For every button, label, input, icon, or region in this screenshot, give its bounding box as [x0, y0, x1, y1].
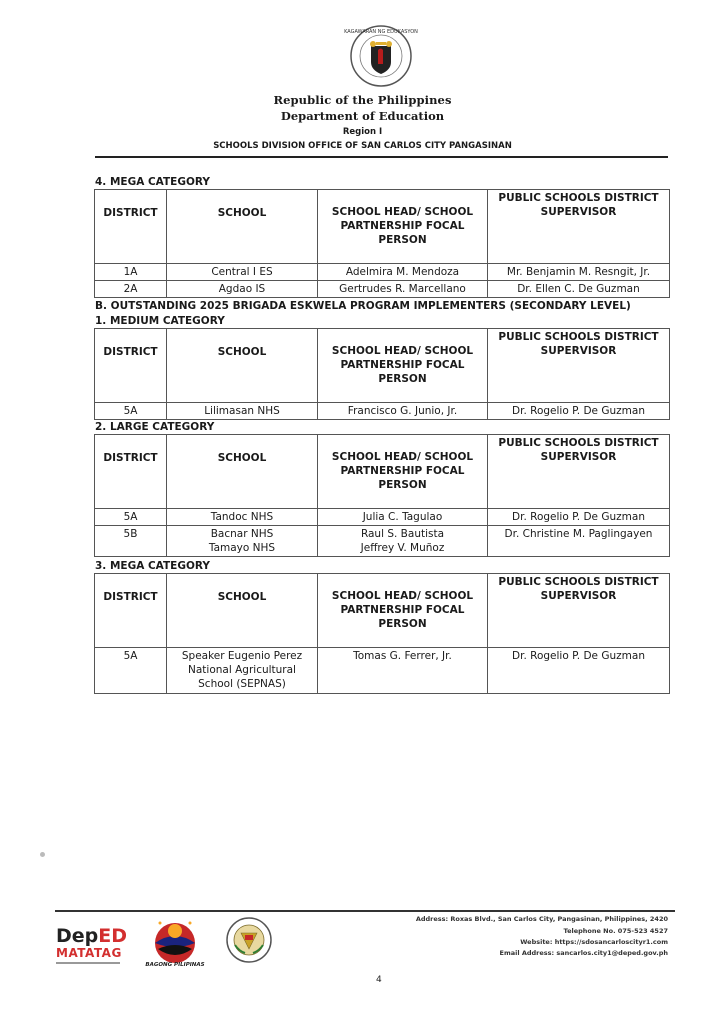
cell-head: Gertrudes R. Marcellano: [318, 281, 488, 298]
deped-matatag-logo: [56, 926, 128, 976]
col-district: DISTRICT: [95, 329, 167, 403]
svg-text:KAGAWARAN NG EDUKASYON: KAGAWARAN NG EDUKASYON: [344, 29, 418, 35]
cell-supervisor: Dr. Rogelio P. De Guzman: [488, 403, 670, 420]
footer-divider: [55, 910, 675, 912]
deped-logo-ed: ED: [98, 925, 128, 947]
col-district: DISTRICT: [95, 574, 167, 648]
awardees-table: [94, 573, 670, 694]
deped-logo-dep: Dep: [56, 925, 99, 947]
region-heading: Region I: [342, 127, 383, 137]
cell-head: Raul S. Bautista Jeffrey V. Muñoz: [318, 526, 488, 557]
department-heading: Department of Education: [280, 109, 445, 123]
sdo-seal-icon: [226, 917, 272, 963]
table-header-row: [95, 329, 670, 403]
col-supervisor: PUBLIC SCHOOLS DISTRICT SUPERVISOR: [488, 574, 670, 648]
office-heading: SCHOOLS DIVISION OFFICE OF SAN CARLOS CITY PANGASINAN: [213, 141, 512, 151]
cell-supervisor: Dr. Ellen C. De Guzman: [488, 281, 670, 298]
republic-heading: Republic of the Philippines: [273, 93, 452, 107]
cell-head: Julia C. Tagulao: [318, 509, 488, 526]
cell-head: Francisco G. Junio, Jr.: [318, 403, 488, 420]
cell-district: 5A: [95, 509, 167, 526]
cell-head: Tomas G. Ferrer, Jr.: [318, 648, 488, 694]
table-row: [95, 509, 670, 526]
cell-supervisor: Dr. Rogelio P. De Guzman: [488, 648, 670, 694]
section-title: 3. MEGA CATEGORY: [95, 560, 210, 572]
col-supervisor: PUBLIC SCHOOLS DISTRICT SUPERVISOR: [488, 190, 670, 264]
matatag-label: MATATAG: [56, 946, 122, 960]
awardees-table: [94, 189, 670, 298]
section-title: 1. MEDIUM CATEGORY: [95, 315, 225, 327]
cell-school: Bacnar NHS Tamayo NHS: [167, 526, 318, 557]
table-row: [95, 403, 670, 420]
section-title: 2. LARGE CATEGORY: [95, 421, 215, 433]
col-head: SCHOOL HEAD/ SCHOOL PARTNERSHIP FOCAL PERSON: [318, 190, 488, 264]
section-title: 4. MEGA CATEGORY: [95, 176, 210, 188]
cell-district: 2A: [95, 281, 167, 298]
col-district: DISTRICT: [95, 190, 167, 264]
col-supervisor: PUBLIC SCHOOLS DISTRICT SUPERVISOR: [488, 435, 670, 509]
logo-underline: [56, 962, 120, 964]
col-head: SCHOOL HEAD/ SCHOOL PARTNERSHIP FOCAL PERSON: [318, 574, 488, 648]
table-row: [95, 264, 670, 281]
bagong-pilipinas-caption: BAGONG PILIPINAS: [145, 962, 205, 968]
bagong-pilipinas-logo-icon: [140, 917, 210, 979]
footer-website[interactable]: Website: https://sdosancarloscityr1.com: [520, 938, 668, 946]
cell-supervisor: Mr. Benjamin M. Resngit, Jr.: [488, 264, 670, 281]
cell-district: 5A: [95, 648, 167, 694]
table-row: [95, 648, 670, 694]
col-head: SCHOOL HEAD/ SCHOOL PARTNERSHIP FOCAL PERSON: [318, 329, 488, 403]
cell-supervisor: Dr. Christine M. Paglingayen: [488, 526, 670, 557]
col-school: SCHOOL: [167, 574, 318, 648]
col-district: DISTRICT: [95, 435, 167, 509]
footer-telephone: Telephone No. 075-523 4527: [563, 927, 668, 935]
col-school: SCHOOL: [167, 190, 318, 264]
col-head: SCHOOL HEAD/ SCHOOL PARTNERSHIP FOCAL PERSON: [318, 435, 488, 509]
table-row: [95, 526, 670, 557]
cell-supervisor: Dr. Rogelio P. De Guzman: [488, 509, 670, 526]
scan-speck: [40, 852, 45, 857]
cell-head: Adelmira M. Mendoza: [318, 264, 488, 281]
col-supervisor: PUBLIC SCHOOLS DISTRICT SUPERVISOR: [488, 329, 670, 403]
cell-district: 5B: [95, 526, 167, 557]
col-school: SCHOOL: [167, 435, 318, 509]
section-b-heading: B. OUTSTANDING 2025 BRIGADA ESKWELA PROGRAM IMPLEMENTERS (SECONDARY LEVEL): [95, 300, 631, 312]
awardees-table: [94, 434, 670, 557]
footer-email[interactable]: Email Address: sancarlos.city1@deped.gov.ph: [499, 949, 668, 957]
table-row: [95, 281, 670, 298]
header-divider: [95, 156, 668, 158]
cell-school: Tandoc NHS: [167, 509, 318, 526]
cell-school: Agdao IS: [167, 281, 318, 298]
table-header-row: [95, 574, 670, 648]
cell-school: Lilimasan NHS: [167, 403, 318, 420]
cell-school: Central I ES: [167, 264, 318, 281]
page-number: 4: [376, 975, 382, 985]
cell-school: Speaker Eugenio Perez National Agricultural School (SEPNAS): [167, 648, 318, 694]
cell-district: 1A: [95, 264, 167, 281]
table-header-row: [95, 190, 670, 264]
awardees-table: [94, 328, 670, 420]
footer-address: Address: Roxas Blvd., San Carlos City, Pangasinan, Philippines, 2420: [415, 915, 668, 923]
deped-seal-icon: [344, 24, 418, 88]
cell-district: 5A: [95, 403, 167, 420]
col-school: SCHOOL: [167, 329, 318, 403]
table-header-row: [95, 435, 670, 509]
